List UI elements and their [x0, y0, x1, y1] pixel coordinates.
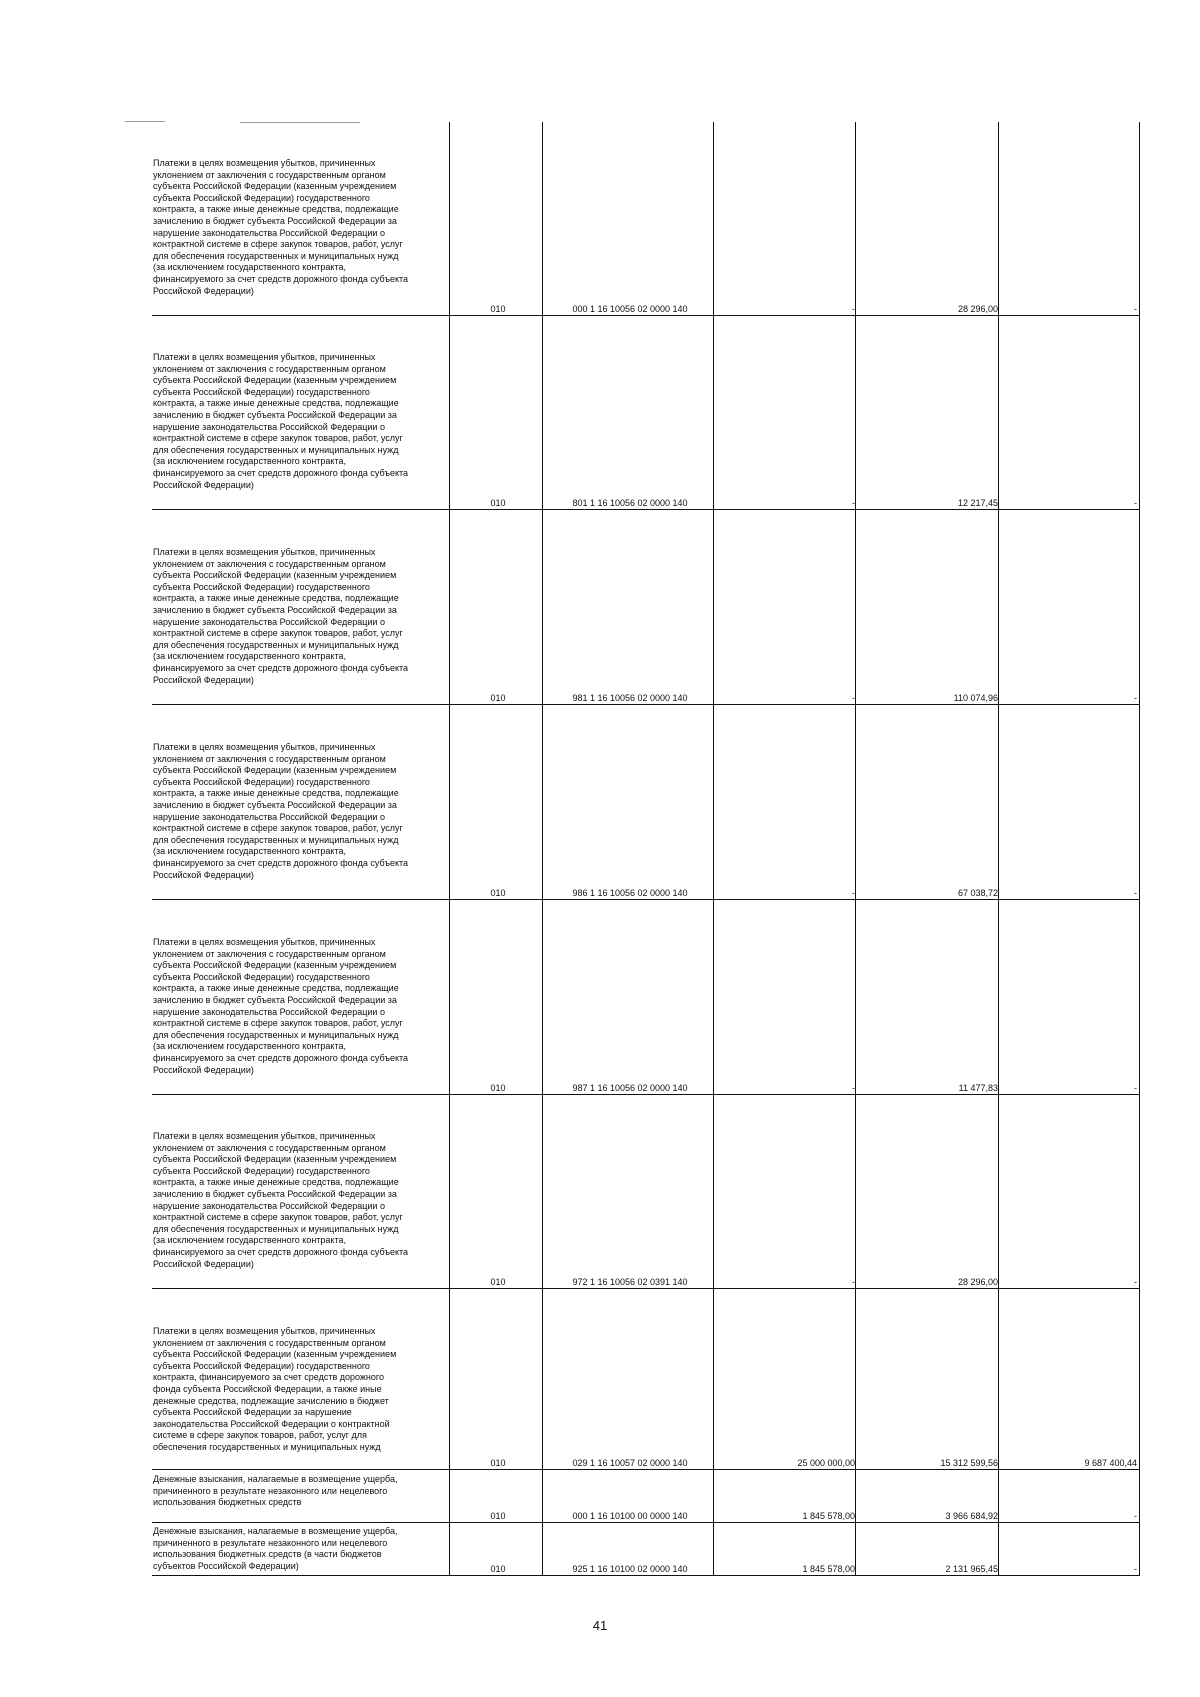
row-executed-value: 67 038,72: [957, 888, 998, 898]
row-unexecuted-value: 9 687 400,44: [1084, 1458, 1137, 1468]
scan-speck: [240, 122, 360, 123]
column-rule: [998, 122, 999, 1576]
row-unexecuted-value: -: [1134, 888, 1137, 898]
row-line-code: 010: [490, 1277, 506, 1287]
row-executed-value: 11 477,83: [958, 1083, 998, 1093]
row-executed-value: 28 296,00: [957, 304, 998, 314]
row-budget-code: 972 1 16 10056 02 0391 140: [572, 1277, 688, 1287]
row-approved-value: -: [852, 498, 855, 508]
row-executed-value: 15 312 599,56: [940, 1458, 998, 1468]
column-rule: [855, 122, 856, 1576]
row-description: Денежные взыскания, налагаемые в возмещение ущерба, причиненного в результате незаконного или нецелевого использования бюджетных средств: [153, 1474, 398, 1508]
row-line-code: 010: [490, 304, 506, 314]
row-approved-value: 1 845 578,00: [802, 1511, 855, 1521]
row-line-code: 010: [490, 498, 506, 508]
row-description: Платежи в целях возмещения убытков, причиненных уклонением от заключения с государственным органом субъекта Российской Федерации (казенным учреждением субъекта Российской Федерации) государственного контракта, а также иные денежные средства, подлежащие зачислению в бюджет субъекта Российской Федерации за нарушение законодательства Российской Федерации о контрактной системе в сфере закупок товаров, работ, услуг для обеспечения государственных и муниципальных нужд (за исключением государственного контракта, финансируемого за счет средств дорожного фонда субъекта Российской Федерации): [153, 547, 409, 685]
row-budget-code: 986 1 16 10056 02 0000 140: [572, 888, 688, 898]
column-rule: [713, 122, 714, 1576]
row-description: Денежные взыскания, налагаемые в возмещение ущерба, причиненного в результате незаконного или нецелевого использования бюджетных средств (в части бюджетов субъектов Российской Федерации): [153, 1526, 398, 1571]
row-budget-code: 000 1 16 10100 00 0000 140: [572, 1511, 688, 1521]
row-approved-value: -: [852, 304, 855, 314]
row-budget-code: 981 1 16 10056 02 0000 140: [572, 693, 688, 703]
row-approved-value: -: [852, 1083, 855, 1093]
row-executed-value: 3 966 684,92: [945, 1511, 998, 1521]
row-approved-value: 1 845 578,00: [802, 1564, 855, 1574]
scan-speck: [125, 121, 165, 122]
row-unexecuted-value: -: [1134, 1083, 1137, 1093]
row-approved-value: -: [852, 1277, 855, 1287]
row-budget-code: 000 1 16 10056 02 0000 140: [572, 304, 688, 314]
row-budget-code: 029 1 16 10057 02 0000 140: [572, 1458, 688, 1468]
row-approved-value: 25 000 000,00: [797, 1458, 855, 1468]
row-line-code: 010: [490, 1564, 506, 1574]
row-executed-value: 12 217,45: [957, 498, 998, 508]
row-line-code: 010: [490, 888, 506, 898]
row-unexecuted-value: -: [1134, 1564, 1137, 1574]
row-unexecuted-value: -: [1134, 304, 1137, 314]
row-budget-code: 801 1 16 10056 02 0000 140: [572, 498, 688, 508]
row-budget-code: 987 1 16 10056 02 0000 140: [572, 1083, 688, 1093]
row-approved-value: -: [852, 693, 855, 703]
row-executed-value: 28 296,00: [957, 1277, 998, 1287]
row-executed-value: 110 074,96: [953, 693, 998, 703]
row-executed-value: 2 131 965,45: [945, 1564, 998, 1574]
row-line-code: 010: [490, 1083, 506, 1093]
row-description: Платежи в целях возмещения убытков, причиненных уклонением от заключения с государственным органом субъекта Российской Федерации (казенным учреждением субъекта Российской Федерации) государственного контракта, финансируемого за счет средств дорожного фонда субъекта Российской Федерации, а также иные денежные средства, подлежащие зачислению в бюджет субъекта Российской Федерации за нарушение законодательства Российской Федерации о контрактной системе в сфере закупок товаров, работ, услуг для обеспечения государственных и муниципальных нужд: [153, 1326, 397, 1452]
column-rule: [542, 122, 543, 1576]
row-description: Платежи в целях возмещения убытков, причиненных уклонением от заключения с государственным органом субъекта Российской Федерации (казенным учреждением субъекта Российской Федерации) государственного контракта, а также иные денежные средства, подлежащие зачислению в бюджет субъекта Российской Федерации за нарушение законодательства Российской Федерации о контрактной системе в сфере закупок товаров, работ, услуг для обеспечения государственных и муниципальных нужд (за исключением государственного контракта, финансируемого за счет средств дорожного фонда субъекта Российской Федерации): [153, 742, 409, 880]
row-line-code: 010: [490, 1458, 506, 1468]
row-approved-value: -: [852, 888, 855, 898]
row-budget-code: 925 1 16 10100 02 0000 140: [572, 1564, 688, 1574]
row-description: Платежи в целях возмещения убытков, причиненных уклонением от заключения с государственным органом субъекта Российской Федерации (казенным учреждением субъекта Российской Федерации) государственного контракта, а также иные денежные средства, подлежащие зачислению в бюджет субъекта Российской Федерации за нарушение законодательства Российской Федерации о контрактной системе в сфере закупок товаров, работ, услуг для обеспечения государственных и муниципальных нужд (за исключением государственного контракта, финансируемого за счет средств дорожного фонда субъекта Российской Федерации): [153, 158, 409, 296]
row-description: Платежи в целях возмещения убытков, причиненных уклонением от заключения с государственным органом субъекта Российской Федерации (казенным учреждением субъекта Российской Федерации) государственного контракта, а также иные денежные средства, подлежащие зачислению в бюджет субъекта Российской Федерации за нарушение законодательства Российской Федерации о контрактной системе в сфере закупок товаров, работ, услуг для обеспечения государственных и муниципальных нужд (за исключением государственного контракта, финансируемого за счет средств дорожного фонда субъекта Российской Федерации): [153, 1131, 409, 1269]
row-unexecuted-value: -: [1134, 693, 1137, 703]
page-number: 41: [592, 1618, 608, 1633]
column-rule: [1139, 122, 1140, 1576]
row-unexecuted-value: -: [1134, 498, 1137, 508]
row-unexecuted-value: -: [1134, 1277, 1137, 1287]
row-line-code: 010: [490, 693, 506, 703]
row-description: Платежи в целях возмещения убытков, причиненных уклонением от заключения с государственным органом субъекта Российской Федерации (казенным учреждением субъекта Российской Федерации) государственного контракта, а также иные денежные средства, подлежащие зачислению в бюджет субъекта Российской Федерации за нарушение законодательства Российской Федерации о контрактной системе в сфере закупок товаров, работ, услуг для обеспечения государственных и муниципальных нужд (за исключением государственного контракта, финансируемого за счет средств дорожного фонда субъекта Российской Федерации): [153, 352, 409, 490]
row-unexecuted-value: -: [1134, 1511, 1137, 1521]
row-description: Платежи в целях возмещения убытков, причиненных уклонением от заключения с государственным органом субъекта Российской Федерации (казенным учреждением субъекта Российской Федерации) государственного контракта, а также иные денежные средства, подлежащие зачислению в бюджет субъекта Российской Федерации за нарушение законодательства Российской Федерации о контрактной системе в сфере закупок товаров, работ, услуг для обеспечения государственных и муниципальных нужд (за исключением государственного контракта, финансируемого за счет средств дорожного фонда субъекта Российской Федерации): [153, 937, 409, 1075]
row-line-code: 010: [490, 1511, 506, 1521]
